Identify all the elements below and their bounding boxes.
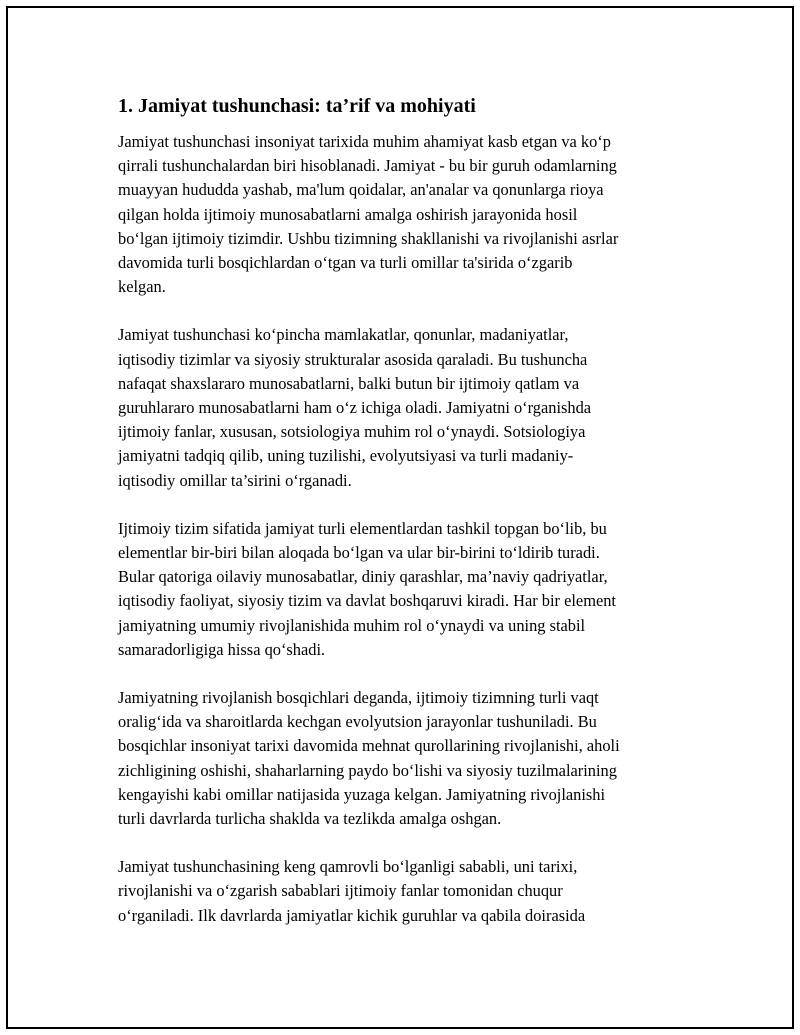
text-line: oralig‘ida va sharoitlarda kechgan evolyutsion jarayonlar tushuniladi. Bu xyxy=(118,712,597,732)
text-line: rivojlanishi va o‘zgarish sabablari ijtimoiy fanlar tomonidan chuqur xyxy=(118,881,563,901)
paragraph-3 xyxy=(118,517,688,662)
text-line: samaradorligiga hissa qo‘shadi. xyxy=(118,639,326,659)
text-line: davomida turli bosqichlardan o‘tgan va turli omillar ta'sirida o‘zgarib xyxy=(118,253,573,273)
paragraph-1 xyxy=(118,130,688,299)
text-line: zichligining oshishi, shaharlarning paydo bo‘lishi va siyosiy tuzilmalarining xyxy=(118,760,617,780)
section-heading: 1. Jamiyat tushunchasi: ta’rif va mohiyati xyxy=(118,95,476,117)
text-line: nafaqat shaxslararo munosabatlarni, balki butun bir ijtimoiy qatlam va xyxy=(118,373,580,393)
text-line: Bular qatoriga oilaviy munosabatlar, diniy qarashlar, ma’naviy qadriyatlar, xyxy=(118,567,608,587)
text-line: muayyan hududda yashab, ma'lum qoidalar, an'analar va qonunlarga rioya xyxy=(118,180,604,200)
text-line: Jamiyat tushunchasi ko‘pincha mamlakatlar, qonunlar, madaniyatlar, xyxy=(118,325,569,345)
text-line: Jamiyat tushunchasining keng qamrovli bo‘lganligi sababli, uni tarixi, xyxy=(118,857,578,877)
text-line: iqtisodiy tizimlar va siyosiy strukturalar asosida qaraladi. Bu tushuncha xyxy=(118,349,588,369)
text-line: iqtisodiy omillar ta’sirini o‘rganadi. xyxy=(118,470,352,490)
text-line: kelgan. xyxy=(118,277,166,297)
text-line: jamiyatning umumiy rivojlanishida muhim rol o‘ynaydi va uning stabil xyxy=(118,615,586,635)
paragraph-2 xyxy=(118,323,688,492)
text-line: bo‘lgan ijtimoiy tizimdir. Ushbu tizimning shakllanishi va rivojlanishi asrlar xyxy=(118,228,619,248)
text-line: turli davrlarda turlicha shaklda va tezlikda amalga oshgan. xyxy=(118,809,502,829)
text-line: o‘rganiladi. Ilk davrlarda jamiyatlar kichik guruhlar va qabila doirasida xyxy=(118,905,586,925)
text-line: bosqichlar insoniyat tarixi davomida mehnat qurollarining rivojlanishi, aholi xyxy=(118,736,620,756)
paragraph-5 xyxy=(118,855,688,928)
text-line: jamiyatni tadqiq qilib, uning tuzilishi, evolyutsiyasi va turli madaniy- xyxy=(118,446,574,466)
text-line: qilgan holda ijtimoiy munosabatlarni amalga oshirish jarayonida hosil xyxy=(118,204,578,224)
text-line: Jamiyat tushunchasi insoniyat tarixida muhim ahamiyat kasb etgan va ko‘p xyxy=(118,132,611,151)
text-line: kengayishi kabi omillar natijasida yuzaga kelgan. Jamiyatning rivojlanishi xyxy=(118,784,606,804)
paragraph-4 xyxy=(118,686,688,831)
document-body xyxy=(118,94,688,952)
text-line: qirrali tushunchalardan biri hisoblanadi. Jamiyat - bu bir guruh odamlarning xyxy=(118,156,617,176)
text-line: Ijtimoiy tizim sifatida jamiyat turli elementlardan tashkil topgan bo‘lib, bu xyxy=(118,518,607,538)
text-line: Jamiyatning rivojlanish bosqichlari deganda, ijtimoiy tizimning turli vaqt xyxy=(118,688,599,708)
text-line: guruhlararo munosabatlarni ham o‘z ichiga oladi. Jamiyatni o‘rganishda xyxy=(118,398,592,418)
text-line: ijtimoiy fanlar, xususan, sotsiologiya muhim rol o‘ynaydi. Sotsiologiya xyxy=(118,422,586,442)
text-line: iqtisodiy faoliyat, siyosiy tizim va davlat boshqaruvi kiradi. Har bir element xyxy=(118,591,616,611)
text-line: elementlar bir-biri bilan aloqada bo‘lgan va ular bir-birini to‘ldirib turadi. xyxy=(118,543,600,563)
